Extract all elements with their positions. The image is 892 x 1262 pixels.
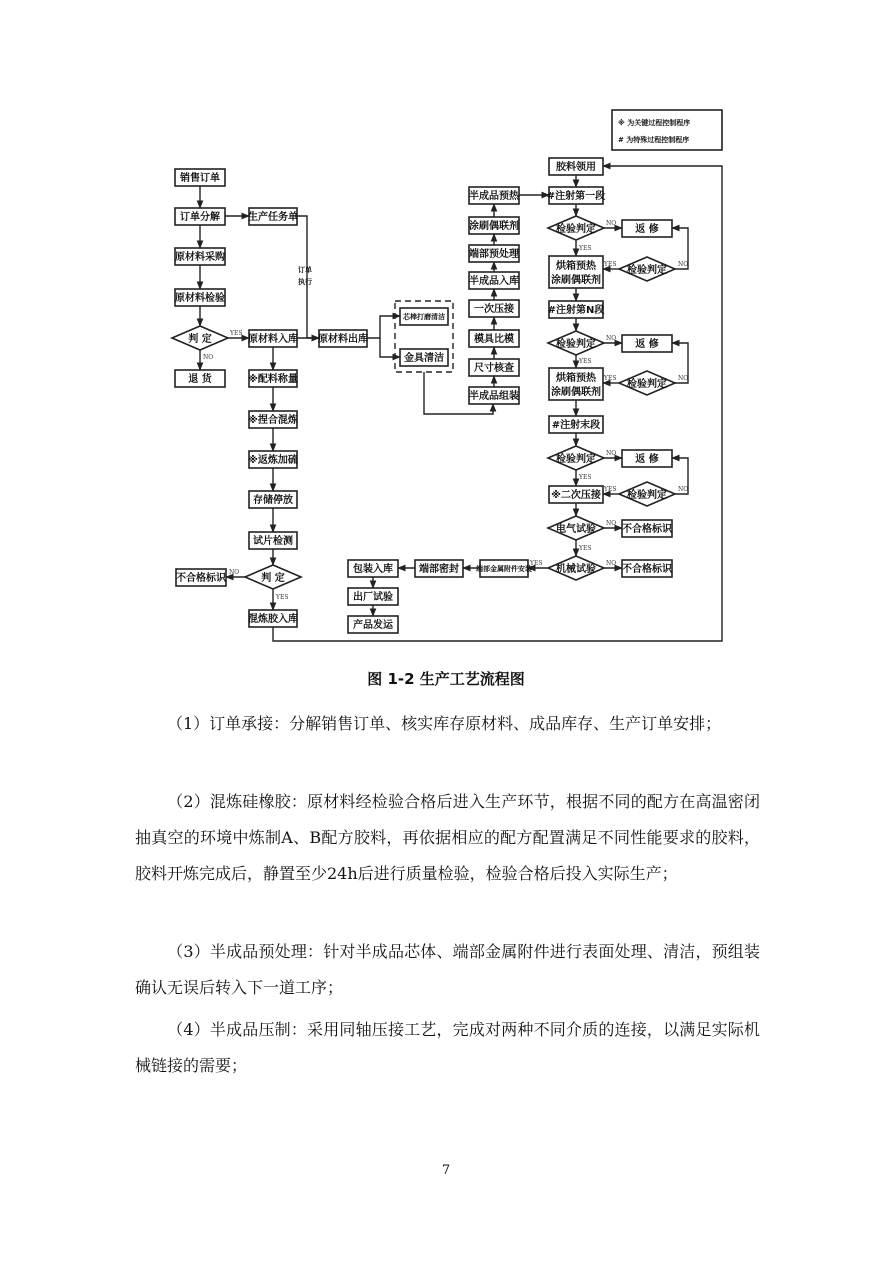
legend-box (612, 110, 722, 150)
paragraph-4-text: （4）半成品压制：采用同轴压接工艺，完成对两种不同介质的连接，以满足实际机械链接的需要； (135, 1020, 760, 1075)
node-mold-compare: 模具比模 (474, 334, 514, 345)
node-ship: 产品发运 (353, 620, 393, 631)
node-storage: 存储停放 (253, 495, 293, 506)
node-task-sheet: 生产任务单 (248, 212, 298, 223)
node-bake-1a: 烘箱预热 (556, 261, 596, 272)
legend-key-process: ※ 为关键过程控制程序 (618, 119, 691, 127)
label-no-elec: NO (606, 520, 617, 527)
label-yes-r3: YES (579, 474, 592, 481)
label-no-r2b: NO (678, 375, 689, 382)
node-reject-left: 不合格标识 (176, 573, 226, 584)
label-yes-r2: YES (579, 358, 592, 365)
node-coupling-coat: 涂刷偶联剂 (469, 221, 519, 232)
label-no-r2: NO (606, 335, 617, 342)
node-pack-instock: 包装入库 (353, 564, 393, 575)
node-reject-elec: 不合格标识 (622, 524, 672, 535)
node-check-1: 检验判定 (556, 224, 596, 235)
label-order-1: 订单 (298, 266, 312, 274)
paragraph-1 (135, 706, 760, 742)
label-yes-2: YES (276, 594, 289, 601)
label-no-r3: NO (606, 450, 617, 457)
paragraph-4 (135, 1012, 760, 1084)
outbound-group (318, 301, 493, 414)
node-check-1b: 检验判定 (627, 265, 667, 276)
node-size-check: 尺寸核查 (474, 363, 514, 374)
node-repair-1: 返 修 (635, 224, 659, 235)
label-yes-r1: YES (579, 245, 592, 252)
node-factory-test: 出厂试验 (353, 592, 393, 603)
label-yes-r3b: YES (604, 486, 617, 493)
node-first-crimp: 一次压接 (474, 304, 514, 315)
node-repair-3: 返 修 (635, 454, 659, 465)
node-judge-1: 判 定 (188, 334, 212, 345)
label-yes-1: YES (230, 330, 243, 337)
node-kneading: ※捏合混炼 (248, 415, 298, 426)
node-material-instock: 原材料入库 (248, 334, 298, 345)
label-no-1: NO (203, 354, 214, 361)
left-column-1 (172, 169, 249, 387)
node-reject-mech: 不合格标识 (622, 564, 672, 575)
node-rod-polish: 芯棒打磨清洁 (403, 313, 445, 321)
paragraph-3 (135, 934, 760, 1006)
node-electrical-test: 电气试验 (556, 524, 596, 535)
label-yes-r2b: YES (604, 375, 617, 382)
node-inject-end: #注射末段 (551, 420, 601, 431)
node-bake-2a: 烘箱预热 (556, 373, 596, 384)
node-semi-preheat: 半成品预热 (469, 191, 519, 202)
node-compound-instock: 混炼胶入库 (248, 614, 298, 625)
node-material-outbound: 原材料出库 (318, 334, 368, 345)
node-weighing: ※配料称量 (248, 374, 298, 385)
figure-caption: 图 1-2 生产工艺流程图 (367, 670, 525, 688)
node-inject-first: #注射第一段 (546, 191, 606, 202)
label-no-r3b: NO (678, 486, 689, 493)
middle-column (468, 187, 549, 404)
node-end-pretreat: 端部预处理 (469, 249, 519, 260)
node-mechanical-test: 机械试验 (556, 564, 596, 575)
node-second-crimp: ※二次压接 (551, 490, 601, 501)
node-repair-2: 返 修 (635, 339, 659, 350)
node-inject-n: #注射第N段 (547, 305, 605, 316)
label-no-r1: NO (606, 220, 617, 227)
node-compound-issue: 胶料领用 (556, 162, 596, 173)
node-material-inspect: 原材料检验 (175, 293, 225, 304)
node-material-purchase: 原材料采购 (175, 252, 225, 263)
legend-special-process: # 为特殊过程控制程序 (618, 136, 690, 144)
node-sales-order: 销售订单 (180, 173, 220, 184)
node-bake-1b: 涂刷偶联剂 (551, 275, 601, 286)
node-check-3: 检验判定 (556, 454, 596, 465)
label-yes-mech: YES (530, 560, 543, 567)
node-fitting-clean: 金具清洁 (404, 353, 444, 364)
node-check-3b: 检验判定 (627, 490, 667, 501)
label-no-r1b: NO (678, 261, 689, 268)
label-yes-r1b: YES (604, 261, 617, 268)
node-judge-2: 判 定 (261, 573, 285, 584)
node-vulcanize: ※返炼加硫 (248, 455, 298, 466)
label-no-mech: NO (606, 560, 617, 567)
label-order-2: 执行 (298, 278, 312, 286)
paragraph-3-text: （3）半成品预处理：针对半成品芯体、端部金属附件进行表面处理、清洁，预组装确认无误后转入下一道工序； (135, 942, 760, 997)
node-end-seal: 端部密封 (419, 564, 459, 575)
page-number: 7 (441, 1163, 451, 1178)
label-yes-elec: YES (579, 545, 592, 552)
paragraph-2-text: （2）混炼硅橡胶：原材料经检验合格后进入生产环节，根据不同的配方在高温密闭抽真空的环境中炼制A、B配方胶料，再依据相应的配方配置满足不同性能要求的胶料，胶料开炼完成后，静置至少24h后进行质量检验，检验合格后投入实际生产； (135, 792, 760, 883)
paragraph-2 (135, 784, 760, 892)
paragraph-1-text: （1）订单承接：分解销售订单、核实库存原材料、成品库存、生产订单安排； (167, 714, 722, 733)
node-bake-2b: 涂刷偶联剂 (551, 387, 601, 398)
label-no-2: NO (229, 569, 240, 576)
node-check-2b: 检验判定 (627, 379, 667, 390)
node-return: 退 货 (188, 374, 212, 385)
node-order-split: 订单分解 (180, 212, 220, 223)
node-fitting-install: 端部金属附件安装 (476, 565, 532, 573)
node-semi-instock: 半成品入库 (469, 276, 519, 287)
node-semi-assembly: 半成品组装 (469, 391, 519, 402)
node-sample-test: 试片检测 (253, 536, 293, 547)
node-check-2: 检验判定 (556, 339, 596, 350)
